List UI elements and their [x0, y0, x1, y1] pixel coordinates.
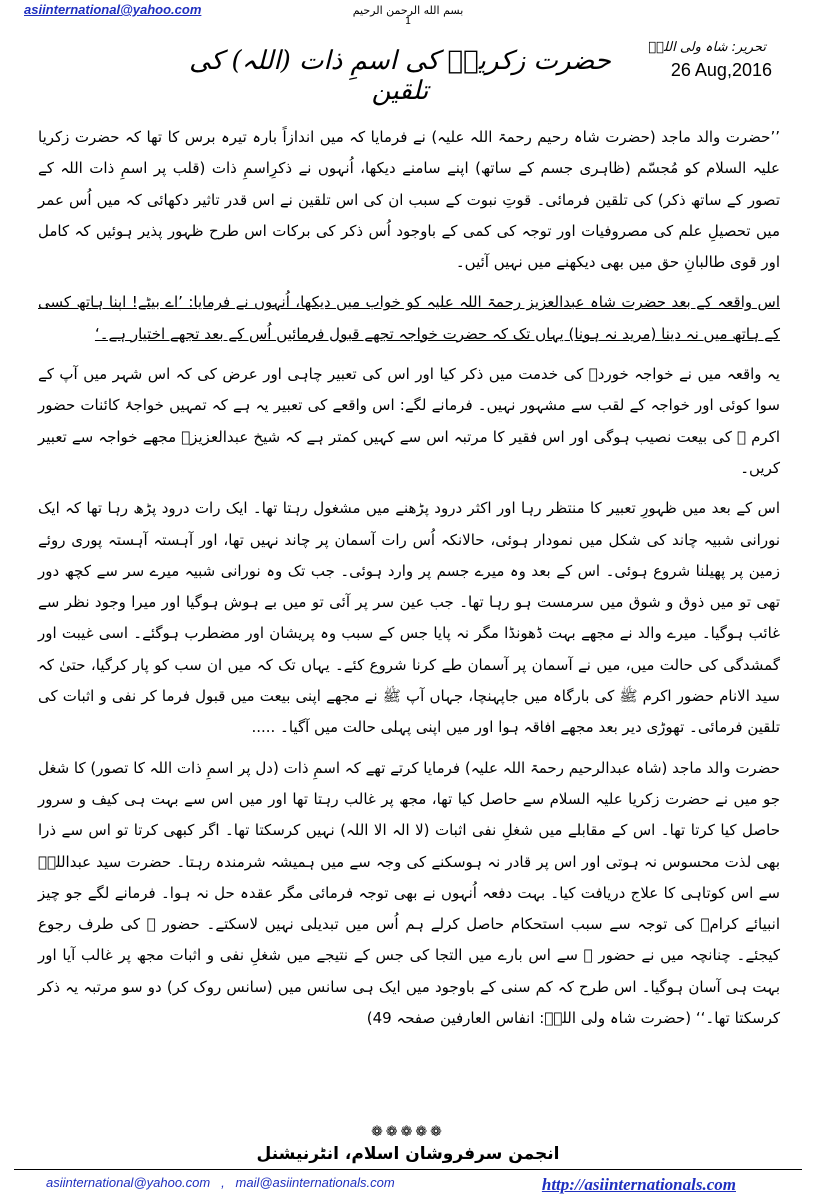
article-body [38, 122, 780, 1043]
article-paragraph: اس واقعہ کے بعد حضرت شاہ عبدالعزیز رحمۃ اللہ علیہ کو خواب میں دیکھا، اُنہوں نے فرمایا: ’اے بیٹے! اپنا ہاتھ کسی کے ہاتھ میں نہ دینا (مرید نہ ہونا) یہاں تک کہ حضرت خواجہ تجھے قبول فرمائیں اُس کے بعد تجھے اختیار ہے۔‘ [38, 293, 780, 343]
article-paragraph: اس کے بعد میں ظہورِ تعبیر کا منتظر رہا اور اکثر درود پڑھنے میں مشغول رہتا تھا۔ ایک رات درود پڑھ رہا تھا کہ ایک نورانی شبیہ چاند کی شکل میں نمودار ہوئی، حالانکہ اُس رات آسمان پر چاند نہیں تھا، اور آہستہ آہستہ پوری روئے زمین پر پھیلنا شروع ہوئی۔ اس کے بعد وہ میرے جسم پر وارد ہوئی۔ جب تک وہ نورانی شبیہ میرے سر سے کچھ دور تھی تو میں ذوق و شوق میں سرمست ہو رہا تھا۔ جب عین سر پر آئی تو میں بے ہوش ہوگیا اور میرا وجود نظر سے غائب ہوگیا۔ میرے والد نے مجھے بہت ڈھونڈا مگر نہ پایا جس کے سبب وہ پریشان اور مضطرب ہوگئے۔ اسی غیبت اور گمشدگی کی حالت میں، میں نے آسمان پر آسمان طے کرنا شروع کئے۔ یہاں تک کہ میں ان سب کو پار کرگیا، حتیٰ کہ سید الانام حضور اکرم ﷺ کی بارگاہ میں جاپہنچا، جہاں آپ ﷺ نے مجھے اپنی بیعت میں قبول فرما کر نفی و اثبات کی تلقین فرمائی۔ تھوڑی دیر بعد مجھے افاقہ ہوا اور میں اپنی پہلی حالت میں آگیا۔ ..... [38, 499, 780, 737]
article-paragraph: یہ واقعہ میں نے خواجہ خوردؒ کی خدمت میں ذکر کیا اور اس کی تعبیر چاہی اور عرض کی کہ اس شہر میں آپ کے سوا کوئی اور خواجہ کے لقب سے مشہور نہیں۔ فرمانے لگے: اس واقعے کی تعبیر یہ ہے کہ تمہیں خواجۂ کائنات حضور اکرم ﷺ کی بیعت نصیب ہوگی اور اس فقیر کا مرتبہ اس سے کہیں کمتر ہے کہ شیخ عبدالعزیزؒ مجھے خواجہ سے تعبیر کریں۔ [38, 365, 780, 477]
article-title: حضرت زکریاؑ کی اسمِ ذات (اللہ) کی تلقین [189, 46, 611, 106]
footer-divider [14, 1169, 802, 1170]
organization-name: انجمن سرفروشان اسلام، انٹرنیشنل [256, 1144, 560, 1164]
author-byline: تحریر: شاہ ولی اللہؒ [648, 40, 766, 55]
bismillah-heading: بسم الله الرحمن الرحیم [352, 4, 464, 17]
article-paragraph: حضرت والد ماجد (شاہ عبدالرحیم رحمۃ اللہ علیہ) فرمایا کرتے تھے کہ اسمِ ذات (دل پر اسمِ ذات اللہ کا تصور) کا شغل جو میں نے حضرت زکریا علیہ السلام سے حاصل کیا تھا، مجھ پر غالب رہتا تھا اور میں اس سے بہت ہی کیف و سرور حاصل کیا کرتا تھا۔ اس کے مقابلے میں شغلِ نفی اثبات (لا الہ الا اللہ) نہیں کرسکتا تھا۔ اگر کبھی کرتا تو اس سے ذرا بھی لذت محسوس نہ ہوتی اور اس پر قادر نہ ہوسکنے کی وجہ سے میں ہمیشہ شرمندہ رہتا۔ حضرت سید عبداللہؒ سے اس کوتاہی کا علاج دریافت کیا۔ بہت دفعہ اُنہوں نے بھی توجہ فرمائی مگر عقدہ حل نہ ہوا۔ فرمانے لگے جو چیز انبیائے کرامؑ کی توجہ سے سبب استحکام حاصل کرلے ہم اُس میں تبدیلی نہیں لاسکتے۔ حضور ﷺ کی طرف رجوع کیجئے۔ چنانچہ میں نے حضور ﷺ سے اس بارے میں التجا کی جس کے نتیجے میں شغلِ نفی و اثبات مجھ پر غالب آیا اور بہت ہی آسان ہوگیا۔ اس طرح کہ کم سنی کے باوجود میں ایک ہی سانس میں (سانس روک کر) دو سو مرتبہ یہ ذکر کرسکتا تھا۔‘‘ (حضرت شاہ ولی اللہؒ: انفاس العارفین صفحہ 49) [37, 758, 780, 1028]
header-email-link[interactable]: asiinternational@yahoo.com [24, 2, 202, 17]
publish-date: 26 Aug,2016 [670, 60, 772, 80]
flower-ornament-icon: ❁❁❁❁❁ [371, 1124, 445, 1140]
website-link[interactable]: http://asiinternationals.com [541, 1175, 736, 1194]
page-number: 1 [404, 16, 412, 27]
article-paragraph: ’’حضرت والد ماجد (حضرت شاہ رحیم رحمۃ اللہ علیہ) نے فرمایا کہ میں اندازاً بارہ تیرہ برس کا تھا کہ حضرت زکریا علیہ السلام کو مُجسّم (ظاہری جسم کے ساتھ) اپنے سامنے دیکھا، اُنہوں نے ذکرِاسمِ ذات (قلب پر اسمِ ذات اللہ کے تصور کے ساتھ ذکر) کی تلقین فرمائی۔ قوتِ نبوت کے سبب ان کی اس تلقین نے اس قدر تاثیر دکھائی کہ میں اُس عمر میں تحصیلِ علم کی مصروفیات اور توجہ کی کمی کے باوجود اُس ذکر کی برکات اس طرح ظہور پذیر ہوئیں کہ کامل اور قوی طالبانِ حق میں بھی دیکھنے میں نہیں آئیں۔ [38, 128, 780, 272]
footer-email-links[interactable]: asiinternational@yahoo.com , mail@asiinternationals.com [46, 1175, 395, 1190]
